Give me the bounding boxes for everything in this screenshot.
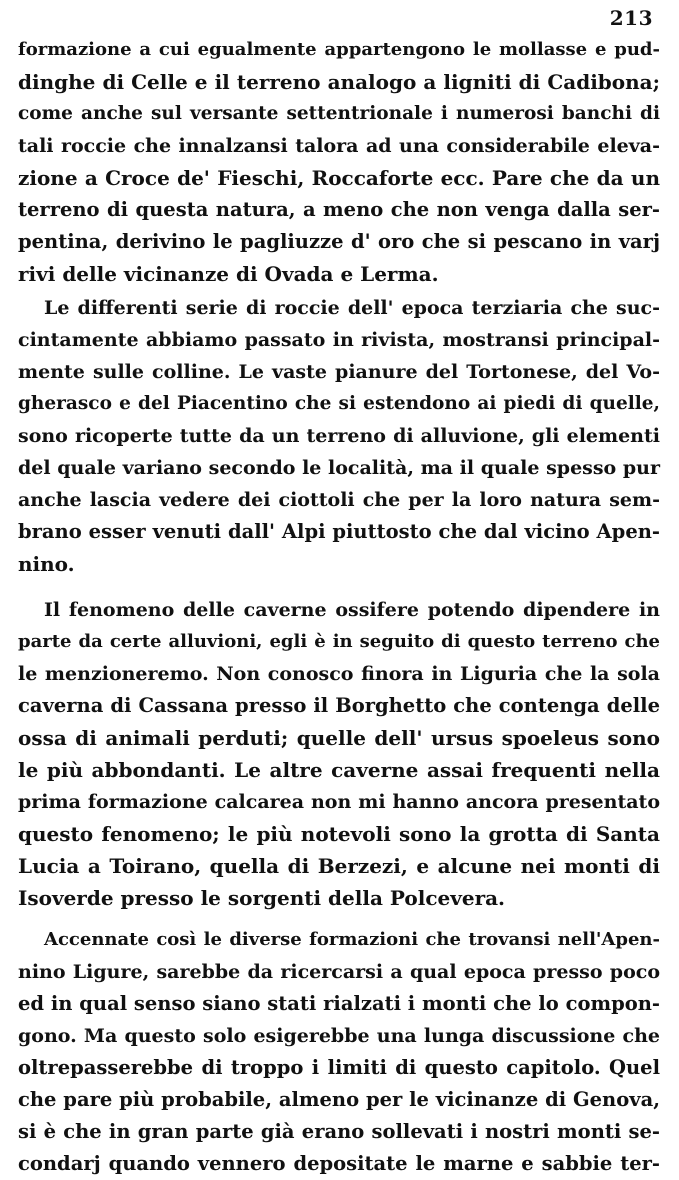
- text-line: gherasco e del Piacentino che si estendono ai piedi di quelle,: [18, 393, 660, 414]
- text-line: tali roccie che innalzansi talora ad una considerabile eleva-: [18, 135, 660, 157]
- page-number: 213: [609, 6, 653, 30]
- text-line: zione a Croce de' Fieschi, Roccaforte ecc. Pare che da un: [18, 166, 660, 190]
- text-line: Lucia a Toirano, quella di Berzezi, e alcune nei monti di: [18, 854, 660, 878]
- text-line: che pare più probabile, almeno per le vicinanze di Genova,: [18, 1088, 660, 1111]
- text-line: le menzioneremo. Non conosco finora in Liguria che la sola: [18, 663, 660, 685]
- text-line: pentina, derivino le pagliuzze d' oro che si pescano in varj: [18, 230, 660, 253]
- text-line: Le differenti serie di roccie dell' epoca terziaria che suc-: [44, 297, 660, 319]
- text-line: si è che in gran parte già erano sollevati i nostri monti se-: [18, 1120, 660, 1143]
- text-line: questo fenomeno; le più notevoli sono la grotta di Santa: [18, 822, 660, 846]
- text-line: ed in qual senso siano stati rialzati i monti che lo compon-: [18, 992, 660, 1015]
- text-line: condarj quando vennero depositate le marne e sabbie ter-: [18, 1152, 660, 1175]
- text-line: Accennate così le diverse formazioni che trovansi nell'Apen-: [44, 929, 660, 950]
- text-line: nino Ligure, sarebbe da ricercarsi a qual epoca presso poco: [18, 961, 660, 983]
- text-line: prima formazione calcarea non mi hanno ancora presentato: [18, 791, 660, 813]
- text-line: gono. Ma questo solo esigerebbe una lunga discussione che: [18, 1025, 660, 1047]
- text-line: terreno di questa natura, a meno che non venga dalla ser-: [18, 198, 660, 221]
- text-line: caverna di Cassana presso il Borghetto che contenga delle: [18, 694, 660, 717]
- text-line: del quale variano secondo le località, ma il quale spesso pur: [18, 457, 660, 479]
- paragraph: [18, 924, 660, 1180]
- text-line: come anche sul versante settentrionale i numerosi banchi di: [18, 103, 660, 124]
- text-line: mente sulle colline. Le vaste pianure del Tortonese, del Vo-: [18, 361, 660, 383]
- text-line: Isoverde presso le sorgenti della Polcevera.: [18, 886, 506, 910]
- text-line: brano esser venuti dall' Alpi piuttosto che dal vicino Apen-: [18, 520, 660, 543]
- paragraph: [18, 34, 660, 290]
- text-line: nino.: [18, 552, 75, 576]
- text-line: anche lascia vedere dei ciottoli che per la loro natura sem-: [18, 489, 660, 511]
- body-text: [18, 34, 660, 1180]
- text-line: formazione a cui egualmente appartengono le mollasse e pud-: [18, 39, 660, 60]
- text-line: oltrepasserebbe di troppo i limiti di questo capitolo. Quel: [18, 1056, 660, 1079]
- text-line: Il fenomeno delle caverne ossifere potendo dipendere in: [44, 599, 660, 621]
- text-line: rivi delle vicinanze di Ovada e Lerma.: [18, 262, 439, 286]
- text-line: dinghe di Celle e il terreno analogo a ligniti di Cadibona;: [18, 70, 660, 94]
- paragraph: [18, 292, 660, 580]
- text-line: parte da certe alluvioni, egli è in seguito di questo terreno che: [18, 631, 660, 652]
- paragraph: [18, 594, 660, 914]
- text-line: sono ricoperte tutte da un terreno di alluvione, gli elementi: [18, 425, 660, 447]
- text-line: ossa di animali perduti; quelle dell' ursus spoeleus sono: [18, 726, 660, 750]
- text-line: cintamente abbiamo passato in rivista, mostransi principal-: [18, 329, 660, 351]
- text-line: le più abbondanti. Le altre caverne assai frequenti nella: [18, 758, 660, 782]
